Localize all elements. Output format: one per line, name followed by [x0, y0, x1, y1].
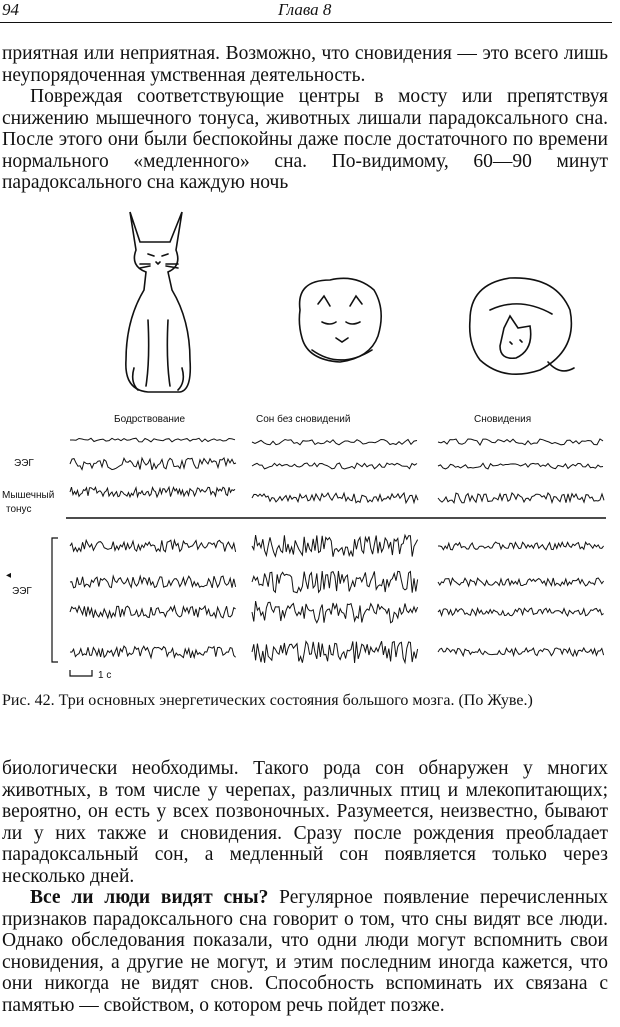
cat-sitting-awake-icon	[126, 212, 190, 392]
page-number: 94	[2, 0, 19, 19]
scale-bar	[70, 670, 92, 676]
trace-lower-0-2	[70, 606, 236, 618]
trace-upper-0-2	[70, 487, 235, 497]
trace-upper-2-1	[438, 463, 603, 469]
trace-upper-2-2	[438, 493, 604, 503]
trace-lower-1-1	[252, 571, 418, 593]
trace-lower-0-3	[70, 646, 236, 658]
header-rule	[0, 22, 612, 23]
figure-illustration	[0, 200, 620, 690]
scale-bar-label: 1 с	[98, 670, 112, 681]
trace-lower-2-3	[438, 648, 604, 656]
state-label-nrem: Сон без сновидений	[256, 414, 351, 425]
trace-lower-1-0	[252, 535, 418, 557]
trace-lower-0-0	[70, 540, 236, 552]
trace-lower-2-1	[438, 578, 604, 586]
eeg-label-lower: ЭЭГ	[12, 586, 32, 597]
paragraph-continuation: биологически необходимы. Такого рода сон обнаружен у многих животных, в том числе у черепах, различных птиц и млекопитающих; вероятно, он есть у всех позвоночных. Разумеется, неизвестно, бывают ли у них также и сновидения. Сразу после рождения преобладает парадоксальный сон, а медленный сон появляется только через несколько дней.	[2, 758, 608, 887]
trace-upper-1-0	[252, 440, 417, 445]
paragraph: Повреждая соответствующие центры в мосту или препятствуя снижению мышечного тонуса, животных лишали парадоксального сна. После этого они были беспокойны даже после достаточного по времени нормального «медленного» сна. По-видимому, 60—90 минут парадоксального сна каждую ночь	[2, 86, 608, 193]
trace-lower-2-2	[438, 608, 604, 616]
trace-lower-0-1	[70, 576, 236, 588]
paragraph-continuation: приятная или неприятная. Возможно, что сновидения — это всего лишь неупорядоченная умственная деятельность.	[2, 43, 608, 86]
eeg-label: ЭЭГ	[14, 458, 34, 469]
trace-upper-2-0	[438, 439, 603, 445]
trace-upper-1-1	[252, 463, 417, 469]
page-header	[0, 0, 620, 22]
trace-upper-1-2	[252, 493, 418, 503]
eeg-bracket	[52, 538, 58, 662]
cat-curled-dreaming-icon	[470, 278, 574, 374]
muscle-tone-label-2: тонус	[6, 504, 32, 515]
eeg-label-lower-mark: ◂	[6, 570, 12, 581]
paragraph-with-heading	[2, 887, 608, 1016]
body-text-top	[2, 43, 608, 194]
figure-42	[0, 200, 620, 690]
run-in-heading: Все ли люди видят сны?	[30, 887, 269, 908]
muscle-tone-label-1: Мышечный	[2, 490, 55, 501]
body-text-bottom	[2, 758, 608, 1016]
trace-upper-0-0	[70, 438, 235, 442]
trace-lower-1-3	[252, 641, 418, 663]
paragraph-body: Регулярное появление перечисленных признаков парадоксального сна говорит о том, что сны видят все люди. Однако обследования показали, что одни люди могут вспомнить свои сновидения, а другие не могут, и этим последним иногда кажется, что они никогда не видят снов. Способность вспоминать их связана с памятью — свойством, о котором речь пойдет позже.	[2, 887, 609, 1016]
cat-curled-sleeping-icon	[299, 278, 381, 362]
state-label-rem: Сновидения	[474, 414, 532, 425]
trace-upper-0-1	[70, 458, 236, 470]
running-head: Глава 8	[278, 0, 332, 19]
trace-lower-1-2	[252, 601, 418, 623]
figure-caption: Рис. 42. Три основных энергетических состояния большого мозга. (По Жуве.)	[2, 692, 533, 709]
polygraph-traces	[70, 438, 604, 663]
trace-lower-2-0	[438, 542, 604, 550]
state-label-awake: Бодрствование	[114, 414, 186, 425]
